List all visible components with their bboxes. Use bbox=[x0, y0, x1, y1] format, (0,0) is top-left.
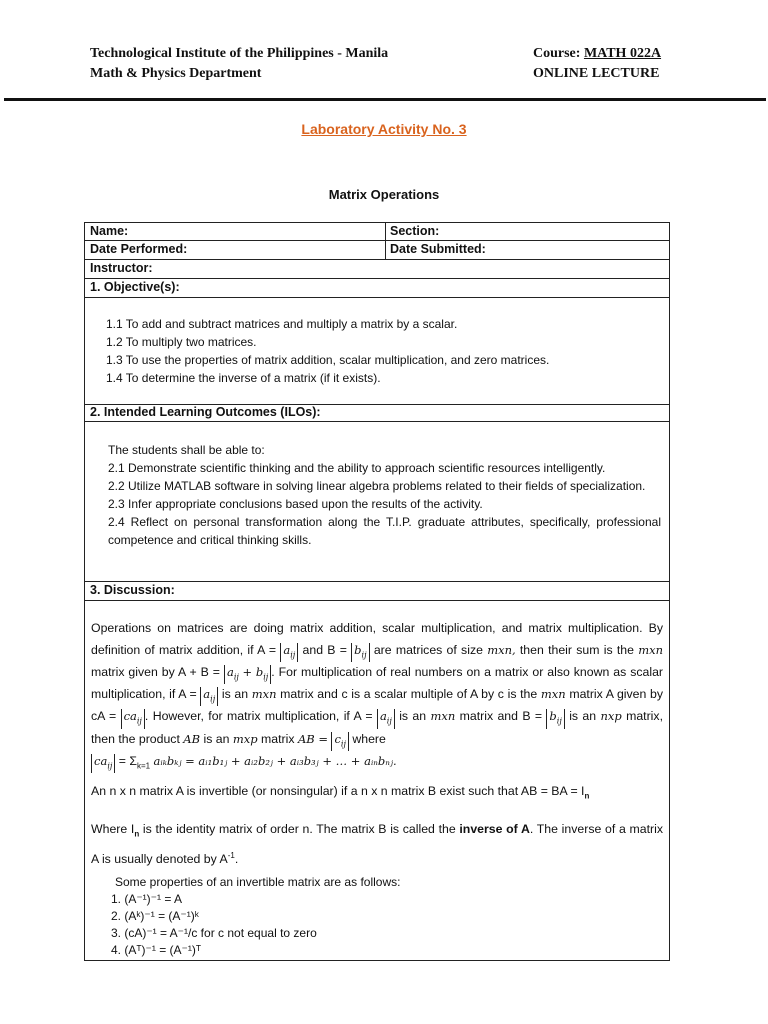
name-label: Name: bbox=[90, 224, 129, 238]
objectives-list bbox=[106, 315, 661, 387]
activity-form-table bbox=[84, 222, 670, 961]
lecture-mode: ONLINE LECTURE bbox=[533, 66, 660, 81]
ilos-heading: 2. Intended Learning Outcomes (ILOs): bbox=[90, 405, 321, 419]
objective-item: 1.1 To add and subtract matrices and multiply a matrix by a scalar. bbox=[106, 317, 458, 331]
properties-intro: Some properties of an invertible matrix are as follows: bbox=[115, 875, 401, 889]
ilos-list bbox=[108, 441, 661, 549]
section-label: Section: bbox=[390, 224, 440, 238]
product-formula: aᵢₖbₖⱼ = aᵢ₁b₁ⱼ + aᵢ₂b₂ⱼ + aᵢ₃b₃ⱼ + … + aᵢₙbₙⱼ. bbox=[153, 753, 397, 768]
course-info bbox=[533, 46, 661, 62]
property-item: 3. (cA)⁻¹ = A⁻¹/c for c not equal to zero bbox=[111, 926, 317, 940]
instructor-label: Instructor: bbox=[90, 261, 153, 275]
objectives-heading: 1. Objective(s): bbox=[90, 280, 180, 294]
objective-item: 1.4 To determine the inverse of a matrix (if it exists). bbox=[106, 371, 381, 385]
ilo-item: 2.3 Infer appropriate conclusions based upon the results of the activity. bbox=[108, 497, 483, 511]
ilo-item: 2.1 Demonstrate scientific thinking and the ability to approach scientific resources intelligently. bbox=[108, 461, 606, 475]
invertible-definition: An n x n matrix A is invertible (or nonsingular) if a n x n matrix B exist such that AB = BA = $I_n$ bbox=[91, 784, 590, 801]
objective-item: 1.2 To multiply two matrices. bbox=[106, 335, 257, 349]
property-item: 1. (A⁻¹)⁻¹ = A bbox=[111, 892, 183, 906]
activity-title: Laboratory Activity No. 3 bbox=[301, 121, 467, 137]
inverse-definition: Where $I_n$ is the identity matrix of order n. The matrix B is called the inverse of A. The inverse of a matrix A is usually denoted by $A^{-1}$. bbox=[91, 822, 663, 867]
ilos-intro: The students shall be able to: bbox=[108, 443, 265, 457]
ilo-item: 2.4 Reflect on personal transformation along the T.I.P. graduate attributes, specifically, professional competence and critical thinking skills. bbox=[108, 515, 661, 547]
inverse-properties bbox=[111, 874, 400, 959]
course-code: MATH 022A bbox=[583, 46, 662, 61]
department-name: Math & Physics Department bbox=[90, 66, 262, 81]
property-item: 2. (Aᵏ)⁻¹ = (A⁻¹)ᵏ bbox=[111, 909, 199, 923]
activity-topic: Matrix Operations bbox=[328, 187, 440, 202]
discussion-heading: 3. Discussion: bbox=[90, 583, 175, 597]
property-item: 4. (Aᵀ)⁻¹ = (A⁻¹)ᵀ bbox=[111, 943, 202, 957]
institute-name: Technological Institute of the Philippines - Manila bbox=[90, 46, 389, 61]
course-label: Course: bbox=[533, 46, 581, 61]
ilo-item: 2.2 Utilize MATLAB software in solving linear algebra problems related to their fields of specialization. bbox=[108, 479, 646, 493]
header-rule bbox=[4, 98, 766, 101]
date-performed-label: Date Performed: bbox=[90, 242, 188, 256]
date-submitted-label: Date Submitted: bbox=[390, 242, 486, 256]
discussion-paragraph: Operations on matrices are doing matrix addition, scalar multiplication, and matrix multiplication. By definition of matrix addition, if $A = a_{ij}$ and $B = b_{ij}$ are matrices of size mxn, then their sum is the mxn matrix given by $A + B = a_{ij} + b_{ij}$ . For multiplication of real numbers on a matrix or also known as scalar multiplication, if $A = a_{ij}$ is an mxn matrix and c is a scalar multiple of A by c is the mxn matrix A given by cA = $ca_{ij}$ . However, for matrix multiplication, if $A = a_{ij}$ is an mxn matrix and $B = b_{ij}$ is an nxp matrix, then the product AB is an mxp matrix AB = $c_{ij}$ where $ca_{ij} = \Sigma_{k=1}$ aᵢₖbₖⱼ = aᵢ₁b₁ⱼ + aᵢ₂b₂ⱼ + aᵢ₃b₃ⱼ + … + aᵢₙbₙⱼ. bbox=[91, 618, 663, 777]
objective-item: 1.3 To use the properties of matrix addition, scalar multiplication, and zero matrices. bbox=[106, 353, 550, 367]
